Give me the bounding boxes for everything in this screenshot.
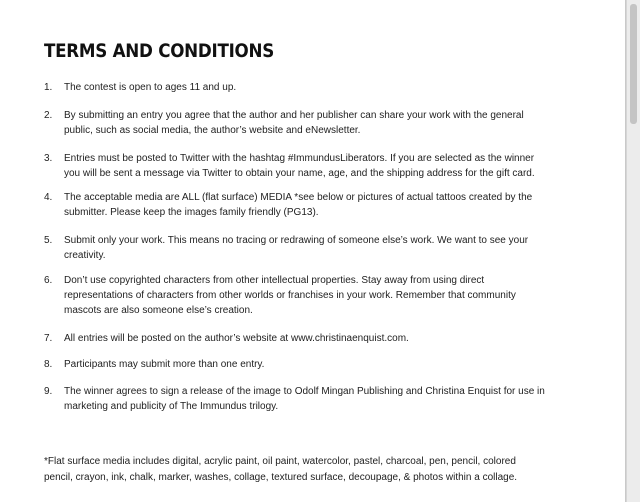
term-number: 3. (44, 153, 53, 164)
media-footnote: *Flat surface media includes digital, acrylic paint, oil paint, watercolor, pastel, charcoal, pen, pencil, colored pencil, crayon, ink, chalk, marker, washes, collage, textured surface, decoupage, & photos within a collage. (44, 456, 518, 483)
term-number: 5. (44, 235, 53, 246)
term-text: The winner agrees to sign a release of the image to Odolf Mingan Publishing and Christina Enquist for use in marketing and publicity of The Immundus trilogy. (64, 386, 545, 412)
vertical-scrollbar[interactable] (626, 0, 640, 502)
scrollbar-thumb[interactable] (630, 4, 637, 124)
term-text: Submit only your work. This means no tracing or redrawing of someone else’s work. We want to see your creativity. (64, 235, 529, 261)
term-text: All entries will be posted on the author’s website at www.christinaenquist.com. (64, 333, 409, 344)
term-number: 4. (44, 192, 53, 203)
term-text: Entries must be posted to Twitter with the hashtag #ImmundusLiberators. If you are selected as the winner you will be sent a message via Twitter to obtain your name, age, and the shipping address for the gift card. (64, 153, 535, 179)
term-number: 6. (44, 275, 53, 286)
term-text: Don’t use copyrighted characters from other intellectual properties. Stay away from using direct representations of characters from other worlds or franchises in your work. Remember that community mascots are also someone else’s creation. (64, 275, 516, 316)
term-number: 2. (44, 110, 53, 121)
term-number: 1. (44, 82, 53, 93)
term-number: 9. (44, 386, 53, 397)
term-number: 7. (44, 333, 53, 344)
term-text: Participants may submit more than one entry. (64, 359, 265, 370)
term-text: By submitting an entry you agree that the author and her publisher can share your work with the general public, such as social media, the author’s website and eNewsletter. (64, 110, 524, 136)
term-text: The contest is open to ages 11 and up. (64, 82, 237, 93)
term-text: The acceptable media are ALL (flat surface) MEDIA *see below or pictures of actual tattoos created by the submitter. Please keep the images family friendly (PG13). (64, 192, 533, 218)
page-title: TERMS AND CONDITIONS (44, 40, 275, 62)
term-number: 8. (44, 359, 53, 370)
